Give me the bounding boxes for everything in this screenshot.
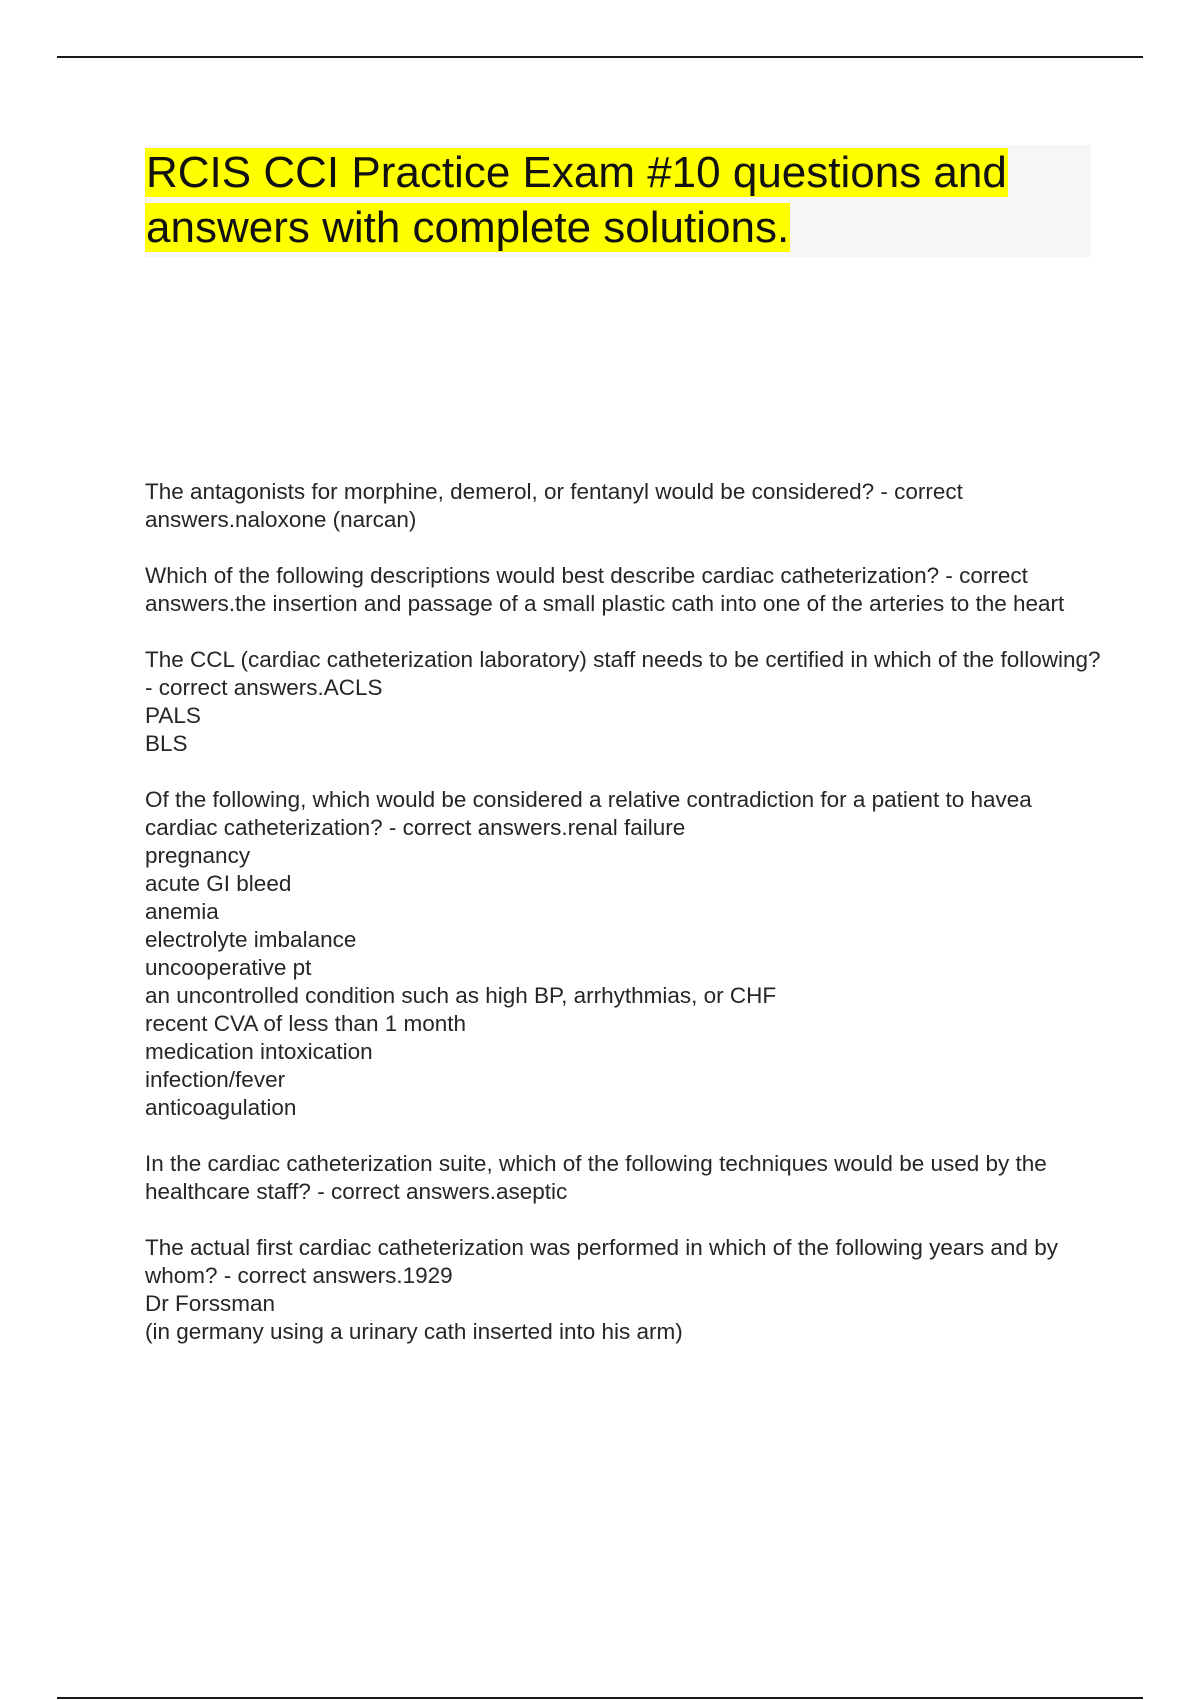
answer-line: an uncontrolled condition such as high BP, arrhythmias, or CHF	[145, 983, 777, 1008]
question-text: The actual first cardiac catheterization was performed in which of the following years and by whom? - correct answers.1929	[145, 1235, 1058, 1288]
question-item	[145, 478, 1105, 534]
answer-line: recent CVA of less than 1 month	[145, 1011, 467, 1036]
top-rule	[57, 56, 1143, 58]
question-text: In the cardiac catheterization suite, which of the following techniques would be used by the healthcare staff? - correct answers.aseptic	[145, 1151, 1047, 1204]
answer-line: uncooperative pt	[145, 955, 312, 980]
question-item	[145, 562, 1105, 618]
answer-line: (in germany using a urinary cath inserted into his arm)	[145, 1319, 683, 1344]
answer-line: anemia	[145, 899, 219, 924]
question-item	[145, 1234, 1105, 1346]
question-text: The antagonists for morphine, demerol, or fentanyl would be considered? - correct answers.naloxone (narcan)	[145, 479, 963, 532]
question-item	[145, 1150, 1105, 1206]
question-text: Which of the following descriptions would best describe cardiac catheterization? - correct answers.the insertion and passage of a small plastic cath into one of the arteries to the heart	[145, 563, 1065, 616]
answer-line: anticoagulation	[145, 1095, 297, 1120]
document-title	[145, 145, 1091, 255]
question-item	[145, 646, 1105, 758]
question-item	[145, 786, 1105, 1122]
question-text: Of the following, which would be considered a relative contradiction for a patient to havea cardiac catheterization? - correct answers.renal failure	[145, 787, 1032, 840]
answer-line: Dr Forssman	[145, 1291, 276, 1316]
answer-line: pregnancy	[145, 843, 251, 868]
question-list	[145, 478, 1105, 1374]
answer-line: BLS	[145, 731, 188, 756]
title-block	[145, 145, 1091, 257]
answer-line: acute GI bleed	[145, 871, 292, 896]
answer-line: medication intoxication	[145, 1039, 373, 1064]
answer-line: PALS	[145, 703, 201, 728]
question-text: The CCL (cardiac catheterization laboratory) staff needs to be certified in which of the following? - correct answers.ACLS	[145, 647, 1101, 700]
answer-line: infection/fever	[145, 1067, 286, 1092]
bottom-rule	[57, 1697, 1143, 1699]
answer-line: electrolyte imbalance	[145, 927, 357, 952]
title-highlight: RCIS CCI Practice Exam #10 questions and answers with complete solutions.	[146, 148, 1007, 252]
